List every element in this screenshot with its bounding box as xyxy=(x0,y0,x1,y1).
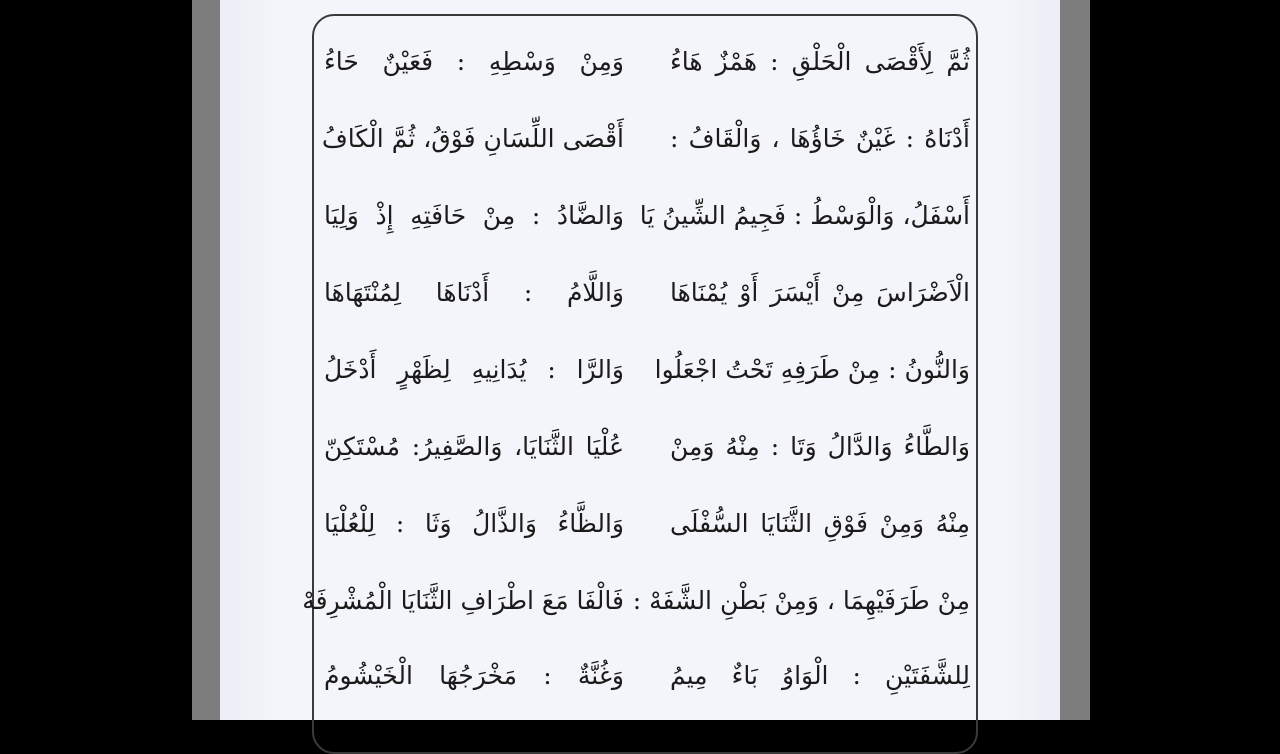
verse-8 xyxy=(302,577,970,625)
verse-9-first-hemistich: لِلشَّفَتَيْنِ : الْوَاوُ بَاءٌ مِيمُ xyxy=(670,661,970,690)
verse-7 xyxy=(324,500,970,548)
verse-4 xyxy=(324,269,970,317)
verse-5 xyxy=(324,346,970,394)
verse-7-first-hemistich: مِنْهُ وَمِنْ فَوْقِ الثَّنَايَا السُّفْلَى xyxy=(670,509,970,538)
verse-6 xyxy=(324,423,970,471)
verse-2-second-hemistich: أَقْصَى اللِّسَانِ فَوْقُ، ثُمَّ الْكَافُ xyxy=(321,124,624,153)
verse-3-second-hemistich: وَالضَّادُ : مِنْ حَافَتِهِ إِذْ وَلِيَا xyxy=(324,201,624,230)
verse-7-second-hemistich: وَالظَّاءُ وَالذَّالُ وَثَا : لِلْعُلْيَا xyxy=(324,509,624,538)
verse-1-second-hemistich: وَمِنْ وَسْطِهِ : فَعَيْنٌ حَاءُ xyxy=(324,47,624,76)
scanned-page xyxy=(220,0,1060,720)
verse-8-first-hemistich: مِنْ طَرَفَيْهِمَا ، وَمِنْ بَطْنِ الشَّفَهْ : xyxy=(632,586,970,615)
verse-8-second-hemistich: فَالْفَا مَعَ اطْرَافِ الثَّنَايَا الْمُشْرِفَهْ xyxy=(302,586,624,615)
verse-3 xyxy=(324,192,970,240)
verse-6-first-hemistich: وَالطَّاءُ وَالدَّالُ وَتَا : مِنْهُ وَمِنْ xyxy=(670,432,970,461)
verse-2-first-hemistich: أَدْنَاهُ : غَيْنٌ خَاؤُهَا ، وَالْقَافُ : xyxy=(670,124,970,153)
verse-1 xyxy=(324,38,970,86)
left-side-bar xyxy=(192,0,220,720)
verse-6-second-hemistich: عُلْيَا الثَّنَايَا، وَالصَّفِيرُ: مُسْتَكِنّ xyxy=(324,432,624,461)
verse-1-first-hemistich: ثُمَّ لِأَقْصَى الْحَلْقِ : هَمْزٌ هَاءُ xyxy=(670,47,970,76)
verse-5-first-hemistich: وَالنُّونُ : مِنْ طَرَفِهِ تَحْتُ اجْعَلُوا xyxy=(654,355,970,384)
verse-9-second-hemistich: وَغُنَّةٌ : مَخْرَجُهَا الْخَيْشُومُ xyxy=(324,661,624,690)
verse-2 xyxy=(321,115,970,163)
verse-4-second-hemistich: وَاللَّامُ : أَدْنَاهَا لِمُنْتَهَاهَا xyxy=(324,278,624,307)
right-side-bar xyxy=(1060,0,1090,720)
verse-5-second-hemistich: وَالرَّا : يُدَانِيهِ لِظَهْرٍ أَدْخَلُ xyxy=(324,355,624,384)
verse-4-first-hemistich: الْاَضْرَاسَ مِنْ أَيْسَرَ أَوْ يُمْنَاهَا xyxy=(670,278,970,307)
verse-3-first-hemistich: أَسْفَلُ، وَالْوَسْطُ : فَجِيمُ الشِّينُ يَا xyxy=(639,201,970,230)
verse-9 xyxy=(324,652,970,700)
